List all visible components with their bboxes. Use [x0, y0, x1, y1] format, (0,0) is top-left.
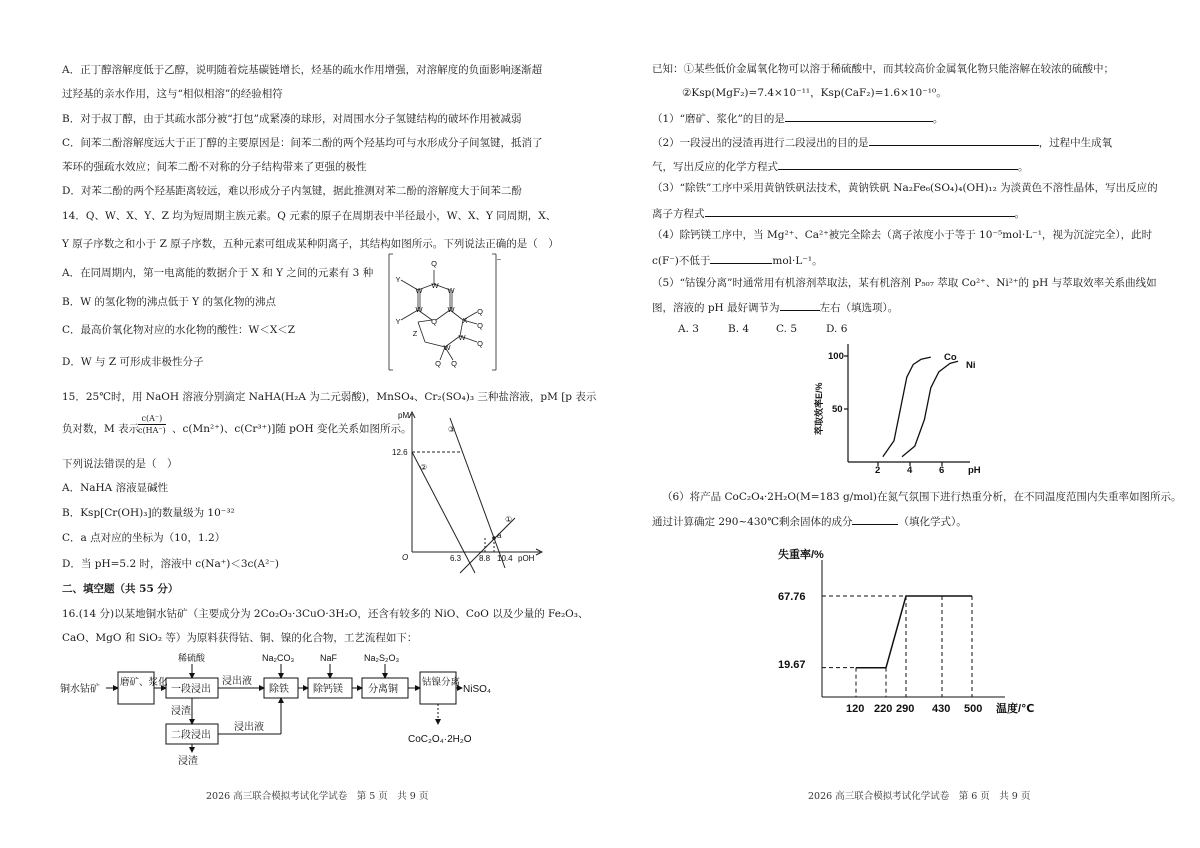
text-line: 苯环的强疏水效应；间苯二酚不对称的分子结构带来了更强的极性 — [62, 161, 367, 173]
option-a: A．在同周期内，第一电离能的数据介于 X 和 Y 之间的元素有 3 种 — [62, 267, 374, 279]
page-footer: 2026 高三联合模拟考试化学试卷 第 6 页 共 9 页 — [808, 791, 1031, 802]
subquestion-1: （1）“磨矿、浆化”的目的是 。 — [652, 110, 943, 126]
struct-charge: − — [496, 255, 502, 264]
subquestion-text: c(F⁻)不低于 — [652, 255, 711, 267]
answer-blank[interactable] — [780, 299, 820, 311]
struct-label: Q — [451, 359, 457, 368]
struct-label: Q — [435, 359, 441, 368]
y-tick-label: 100 — [828, 351, 844, 362]
y-tick-label: 19.67 — [778, 659, 806, 671]
x-tick-label: 430 — [932, 703, 951, 715]
flow-label: 浸出液 — [234, 722, 264, 733]
struct-label: W — [415, 286, 423, 295]
text-line: 、c(Mn²⁺)、c(Cr³⁺)]随 pOH 变化关系如图所示。 — [172, 423, 412, 435]
text-line — [652, 252, 823, 268]
subquestion-text: （1）“磨矿、浆化”的目的是 — [652, 113, 785, 125]
option-d: D．W 与 Z 可形成非极性分子 — [62, 356, 204, 368]
extraction-series-group — [883, 357, 958, 457]
option-c: C. 5 — [776, 323, 798, 335]
extraction-efficiency-chart — [810, 340, 1000, 475]
struct-label: X — [462, 316, 468, 325]
struct-label: Z — [412, 329, 418, 338]
subquestion-text: （填化学式）。 — [898, 516, 967, 528]
anion-structure-figure — [385, 252, 500, 372]
text-line: 已知：①某些低价金属氧化物可以溶于稀硫酸中，而其较高价金属氧化物只能溶解在较浓的硫酸中； — [652, 63, 1114, 75]
flow-box-label: 分离铜 — [368, 684, 398, 695]
x-tick-label: 6.3 — [450, 554, 462, 563]
text-line: D．对苯二酚的两个羟基距离较远，难以形成分子内氢键，据此推测对苯二酚的溶解度大于间苯二酚 — [62, 185, 522, 197]
question-15: 15．25℃时，用 NaOH 溶液分别滴定 NaHA(H₂A 为二元弱酸)，MnSO₄、Cr₂(SO₄)₃ 三种盐溶液，pM [p 表示 — [62, 391, 597, 403]
subquestion-text: 离子方程式 — [652, 208, 705, 220]
subquestion-3: （3）“除铁”工序中采用黄钠铁矾法技术，黄钠铁矾 Na₂Fe₆(SO₄)₄(OH)₁₂ 为淡黄色不溶性晶体，写出反应的 — [652, 182, 1158, 194]
subquestion-text: （2）一段浸出的浸渣再进行二段浸出的目的是 — [652, 137, 869, 149]
answer-blank[interactable] — [869, 134, 1039, 146]
flow-product: NiSO₄ — [463, 684, 491, 695]
y-axis-label: pM — [398, 411, 410, 420]
struct-label: Q — [477, 339, 483, 348]
struct-label: W — [458, 333, 466, 342]
option-b: B．W 的氢化物的沸点低于 Y 的氢化物的沸点 — [62, 296, 276, 308]
subquestion-text: 通过计算确定 290~430℃剩余固体的成分 — [652, 516, 853, 528]
x-tick-label: 6 — [939, 465, 945, 476]
flow-box-label: 除钙镁 — [313, 684, 343, 695]
y-axis-label: 失重率/% — [778, 549, 824, 561]
titration-chart — [390, 408, 550, 578]
option-c: C．最高价氧化物对应的水化物的酸性：W＜X＜Z — [62, 324, 296, 336]
flow-reagent: 稀硫酸 — [178, 653, 206, 663]
x-axis-label: pOH — [518, 554, 535, 563]
curve-label: ② — [420, 463, 428, 472]
answer-blank[interactable] — [705, 205, 1015, 217]
flow-box-label: 二段浸出 — [171, 730, 211, 741]
text-line: Y 原子序数之和小于 Z 原子序数，五种元素可组成某种阴离子，其结构如图所示。下列说法正确的是（ ） — [62, 238, 559, 250]
text-line: ②Ksp(MgF₂)=7.4×10⁻¹¹，Ksp(CaF₂)=1.6×10⁻¹⁰。 — [682, 87, 947, 99]
text-line: C．间苯二酚溶解度远大于正丁醇的主要原因是：间苯二酚的两个羟基均可与水形成分子间氢键，抵消了 — [62, 137, 543, 149]
struct-label: Y — [395, 317, 401, 326]
struct-label: Q — [477, 307, 483, 316]
section-heading: 二、填空题（共 55 分） — [62, 583, 179, 595]
option-d: D. 6 — [826, 323, 848, 335]
legend-ni: Ni — [966, 360, 976, 371]
subquestion-4: （4）除钙镁工序中，当 Mg²⁺、Ca²⁺被完全除去（离子浓度小于等于 10⁻⁵mol·L⁻¹，视为沉淀完全），此时 — [652, 229, 1153, 241]
option-c: C．a 点对应的坐标为（10，1.2） — [62, 532, 226, 544]
text-line: A．正丁醇溶解度低于乙醇，说明随着烷基碳链增长，烃基的疏水作用增强，对溶解度的负面影响逐渐超 — [62, 64, 543, 76]
legend-co: Co — [944, 352, 957, 363]
y-tick-label: 50 — [832, 404, 843, 415]
answer-blank[interactable] — [778, 158, 1018, 170]
curve-label: ③ — [448, 425, 456, 434]
text-line: 下列说法错误的是（ ） — [62, 458, 178, 470]
flow-label: 浸渣 — [171, 706, 191, 717]
struct-label: W — [431, 281, 439, 290]
struct-label: Q — [431, 259, 437, 268]
answer-blank[interactable] — [710, 252, 772, 264]
process-flowchart — [58, 652, 558, 772]
subquestion-text: 左右（填选项）。 — [819, 302, 899, 314]
flow-start: 铜水钴矿 — [60, 684, 100, 695]
thermal-weight-loss-chart — [760, 542, 1060, 722]
point-a — [492, 536, 496, 540]
fraction-numerator: c(A⁻) — [138, 413, 166, 425]
flow-box-label: 一段浸出 — [171, 684, 211, 695]
text-line: 负对数，M 表示 — [62, 423, 140, 435]
subquestion-text: 图，溶液的 pH 最好调节为 — [652, 302, 780, 314]
fraction-denominator: c(HA⁻) — [138, 426, 166, 435]
option-b: B. 4 — [728, 323, 750, 335]
flow-box-label: 钴镍分离 — [422, 677, 461, 688]
origin-label: O — [402, 553, 409, 562]
option-d: D．当 pH=5.2 时，溶液中 c(Na⁺)＜3c(A²⁻) — [62, 558, 279, 570]
subquestion-text: ，过程中生成氧 — [1038, 137, 1113, 149]
y-axis-label: 萃取效率E/% — [814, 382, 824, 435]
struct-label: Q — [431, 317, 437, 326]
flow-reagent: Na₂S₂O₃ — [364, 653, 400, 663]
flow-reagent: Na₂CO₃ — [262, 653, 295, 663]
flow-product: CoC₂O₄·2H₂O — [408, 734, 472, 745]
flow-box-label: 磨矿、浆化 — [120, 677, 168, 688]
struct-label: W — [415, 305, 423, 314]
x-tick-label: 10.4 — [497, 554, 513, 563]
x-tick-label: 2 — [875, 465, 881, 476]
point-label: a — [497, 531, 502, 540]
x-axis-label: pH — [968, 465, 981, 476]
option-b: B．Ksp[Cr(OH)₃]的数量级为 10⁻³² — [62, 507, 235, 519]
series-line-co — [883, 357, 931, 457]
x-tick-label: 120 — [846, 703, 865, 715]
weight-loss-line — [856, 596, 972, 668]
y-tick-label: 12.6 — [392, 448, 408, 457]
text-line: B．对于叔丁醇，由于其疏水部分被“打包”成紧凑的球形，对周围水分子氢键结构的破坏作用被减弱 — [62, 113, 522, 125]
text-line — [652, 299, 898, 315]
question-14: 14．Q、W、X、Y、Z 均为短周期主族元素。Q 元素的原子在周期表中半径最小，W、X、Y 同周期，X、 — [62, 210, 557, 222]
text-line: CaO、MgO 和 SiO₂ 等）为原料获得钴、铜、镍的化合物，工艺流程如下： — [62, 632, 418, 644]
struct-label: W — [443, 343, 451, 352]
flow-label: 浸渣 — [178, 756, 198, 767]
curve-label: ① — [505, 515, 513, 524]
option-a: A. 3 — [678, 323, 699, 335]
subquestion-5: （5）“钴镍分离”时通常用有机溶剂萃取法，某有机溶剂 P₅₀₇ 萃取 Co²⁺、Ni²⁺的 pH 与萃取效率关系曲线如 — [652, 277, 1157, 289]
x-axis-label: 温度/℃ — [996, 703, 1035, 715]
question-16: 16.(14 分)以某地铜水钴矿（主要成分为 2Co₂O₃·3CuO·3H₂O，还含有较多的 NiO、CoO 以及少量的 Fe₂O₃、 — [62, 608, 589, 620]
page-footer: 2026 高三联合模拟考试化学试卷 第 5 页 共 9 页 — [206, 791, 429, 802]
right-page — [600, 0, 1200, 848]
text-line: 过羟基的亲水作用，这与“相似相溶”的经验相符 — [62, 88, 283, 100]
struct-label: Q — [477, 321, 483, 330]
subquestion-2 — [652, 134, 1112, 150]
answer-blank[interactable] — [852, 513, 898, 525]
subquestion-6: （6）将产品 CoC₂O₄·2H₂O(M=183 g/mol)在氮气氛围下进行热重分析，在不同温度范围内失重率如图所示。 — [662, 491, 1182, 503]
answer-blank[interactable] — [785, 110, 933, 122]
text-line — [652, 513, 967, 529]
x-tick-label: 4 — [907, 465, 913, 476]
y-tick-label: 67.76 — [778, 591, 806, 603]
text-line: 离子方程式 。 — [652, 205, 1025, 221]
subquestion-text: mol·L⁻¹。 — [772, 255, 823, 267]
fraction — [138, 413, 166, 436]
flow-box-label: 除铁 — [269, 684, 289, 695]
option-a: A．NaHA 溶液显碱性 — [62, 482, 169, 494]
tga-marks-group — [822, 596, 972, 697]
struct-label: Y — [395, 275, 401, 284]
series-line-ni — [902, 361, 958, 456]
flow-label: 浸出液 — [222, 676, 252, 687]
x-tick-label: 220 — [874, 703, 893, 715]
flow-reagent: NaF — [320, 653, 338, 663]
x-tick-label: 500 — [964, 703, 983, 715]
x-tick-label: 290 — [896, 703, 915, 715]
subquestion-text: 气，写出反应的化学方程式 — [652, 161, 778, 173]
struct-label: W — [447, 286, 455, 295]
x-tick-label: 8.8 — [479, 554, 491, 563]
struct-label: W — [447, 305, 455, 314]
text-line: 气，写出反应的化学方程式 。 — [652, 158, 1029, 174]
